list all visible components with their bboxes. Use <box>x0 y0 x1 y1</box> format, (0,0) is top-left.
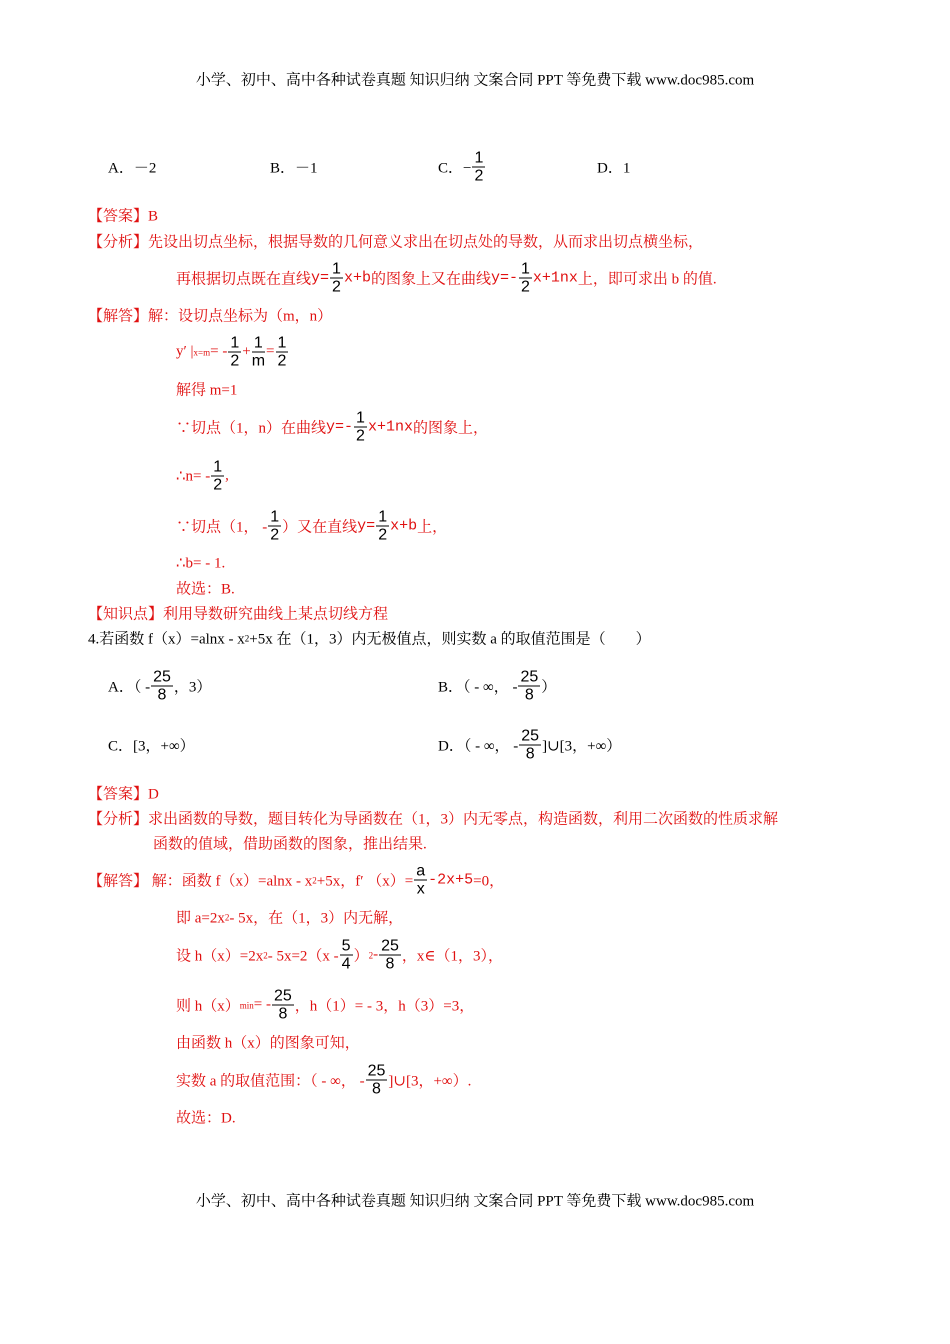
text: - <box>373 946 379 963</box>
fraction <box>211 459 224 494</box>
page-header: 小学、初中、高中各种试卷真题 知识归纳 文案合同 PPT 等免费下载 www.doc985.com <box>195 72 755 89</box>
q4-analysis-2 <box>153 833 427 854</box>
text: 解得 m=1 <box>176 382 238 399</box>
numerator: 25 <box>153 668 171 686</box>
text: 【解答】 解：函数 f（x）=alnx - x <box>88 873 313 890</box>
denominator: 2 <box>213 476 223 494</box>
text: 的图象上， <box>412 420 488 437</box>
text: D．1 <box>597 160 631 177</box>
fraction <box>519 728 541 763</box>
q3-option-a <box>108 157 156 178</box>
q4-option-c <box>108 735 195 756</box>
text: , <box>225 467 229 484</box>
formula-text: -2x+5 <box>428 871 474 889</box>
fraction <box>472 150 485 185</box>
superscript: 2 <box>224 912 230 922</box>
denominator: 2 <box>356 427 365 445</box>
formula-text: x+b <box>343 269 371 287</box>
superscript: 2 <box>312 875 317 885</box>
q3-sol-6 <box>176 554 225 573</box>
q4-sol-5 <box>176 1063 471 1098</box>
numerator: 1 <box>230 334 240 352</box>
q4-option-d <box>438 728 621 763</box>
numerator: 1 <box>520 260 530 278</box>
text: 由函数 h（x）的图象可知， <box>176 1035 360 1052</box>
q4-sol-3 <box>176 988 474 1023</box>
text: = <box>266 343 275 360</box>
text: ） <box>353 948 369 965</box>
numerator: 25 <box>521 727 540 745</box>
q4-sol-2 <box>176 938 503 973</box>
text: 函数的值域，借助函数的图象，推出结果. <box>153 836 427 853</box>
fraction <box>340 938 353 973</box>
text: ∴b= - 1. <box>176 555 226 572</box>
formula-text: y=- <box>326 418 354 436</box>
text: 【答案】B <box>88 208 159 225</box>
subscript: min <box>239 1000 254 1010</box>
numerator: 5 <box>341 937 351 955</box>
q3-sol-1 <box>176 335 289 370</box>
fraction <box>330 261 343 296</box>
q3-answer <box>88 205 158 226</box>
formula-text: x+1nx <box>367 418 413 436</box>
formula-text: y= <box>311 269 330 287</box>
fraction <box>518 669 540 704</box>
q4-sol-4 <box>176 1032 360 1053</box>
denominator: 8 <box>524 686 534 704</box>
text: 4.若函数 f（x）=alnx - x <box>88 631 245 648</box>
denominator: 2 <box>277 352 287 370</box>
q4-answer <box>88 783 159 804</box>
text: +5x 在（1，3）内无极值点，则实数 a 的取值范围是（ ） <box>249 631 651 648</box>
text: 【分析】先设出切点坐标，根据导数的几何意义求出在切点处的导数，从而求出切点横坐标， <box>88 234 704 251</box>
fraction <box>228 335 241 370</box>
formula-text: y= <box>357 517 376 535</box>
text: 【解答】解：设切点坐标为（m，n） <box>88 308 333 325</box>
q3-knowledge <box>88 603 388 624</box>
text: C．[3，+∞） <box>108 738 195 755</box>
fraction <box>376 509 389 544</box>
numerator: a <box>416 862 426 880</box>
text: 【知识点】利用导数研究曲线上某点切线方程 <box>88 606 389 623</box>
denominator: 2 <box>270 526 280 544</box>
q4-sol-6 <box>176 1107 236 1128</box>
numerator: 1 <box>474 149 484 167</box>
denominator: 4 <box>341 955 351 973</box>
numerator: 1 <box>332 260 341 278</box>
q4-option-b <box>438 669 556 704</box>
numerator: 25 <box>367 1062 386 1080</box>
denominator: x <box>416 880 425 898</box>
fraction <box>276 335 289 370</box>
superscript: 2 <box>244 633 250 643</box>
text: A．－2 <box>108 160 157 177</box>
text: ，h（1）= - 3，h（3）=3， <box>294 998 475 1015</box>
fraction <box>252 335 265 370</box>
text: 设 h（x）=2x <box>176 948 264 965</box>
text: 再根据切点既在直线 <box>176 271 312 288</box>
text: D．（ - ∞， - <box>438 738 519 755</box>
denominator: 2 <box>520 278 530 296</box>
text: C．− <box>438 160 472 177</box>
text: ∵切点（1， - <box>176 519 268 536</box>
text: - 5x=2（x - <box>267 948 339 965</box>
fraction <box>268 509 281 544</box>
text: - 5x，在（1，3）内无解， <box>229 910 404 927</box>
superscript: 2 <box>368 950 374 960</box>
text: +5x，f′ （x）= <box>316 873 414 890</box>
text: =0， <box>473 873 505 890</box>
text: B．－1 <box>270 160 318 177</box>
text: ]∪[3，+∞）. <box>388 1073 472 1090</box>
numerator: 1 <box>213 458 223 476</box>
text: ，x∈（1，3）， <box>401 948 503 965</box>
text: ，3） <box>173 679 212 696</box>
q4-sol-1 <box>176 907 403 928</box>
q3-sol-4 <box>176 459 229 494</box>
denominator: 8 <box>525 745 535 763</box>
denominator: 2 <box>378 526 388 544</box>
text: ）又在直线 <box>282 519 358 536</box>
q3-solution <box>88 305 332 326</box>
text: A．（ - <box>108 679 151 696</box>
text: ） <box>541 679 557 696</box>
text: 【答案】D <box>88 786 159 803</box>
denominator: 2 <box>332 278 341 296</box>
text: ∴n= - <box>176 468 211 485</box>
text: 故选：D. <box>176 1110 236 1127</box>
numerator: 1 <box>277 334 287 352</box>
formula-text: x+1nx <box>532 269 578 287</box>
text: y′ | <box>176 343 194 360</box>
fraction <box>354 410 367 445</box>
q3-sol-7 <box>176 578 235 599</box>
text: + <box>242 343 251 360</box>
denominator: 2 <box>474 167 484 185</box>
text: 故选：B. <box>176 581 235 598</box>
fraction <box>519 261 532 296</box>
q4-solution <box>88 863 504 898</box>
page-footer: 小学、初中、高中各种试卷真题 知识归纳 文案合同 PPT 等免费下载 www.doc985.com <box>195 1193 755 1210</box>
numerator: 25 <box>520 668 539 686</box>
text: 上，即可求出 b 的值. <box>577 271 717 288</box>
denominator: 2 <box>230 352 240 370</box>
q4-analysis <box>88 808 778 829</box>
numerator: 25 <box>274 987 292 1005</box>
text: B．（ - ∞， - <box>438 679 518 696</box>
q3-option-c <box>438 150 486 185</box>
text: ]∪[3，+∞） <box>542 738 622 755</box>
fraction <box>379 938 401 973</box>
numerator: 1 <box>253 334 263 352</box>
denominator: m <box>251 352 266 370</box>
q3-sol-2 <box>176 379 237 400</box>
text: 上， <box>417 519 448 536</box>
numerator: 25 <box>381 937 399 955</box>
text: 的图象上又在曲线 <box>370 271 491 288</box>
q3-option-b <box>270 157 318 178</box>
fraction <box>414 863 427 898</box>
q4-question <box>88 628 651 649</box>
fraction <box>366 1063 388 1098</box>
superscript: 2 <box>263 950 268 960</box>
denominator: 8 <box>372 1080 381 1098</box>
fraction <box>272 988 294 1023</box>
text: = - <box>210 343 228 360</box>
text: 则 h（x） <box>176 998 240 1015</box>
fraction <box>151 669 173 704</box>
denominator: 8 <box>278 1005 288 1023</box>
numerator: 1 <box>356 409 365 427</box>
text: 即 a=2x <box>176 910 225 927</box>
text: = - <box>253 996 271 1013</box>
q3-analysis <box>88 231 703 252</box>
text: 【分析】求出函数的导数，题目转化为导函数在（1，3）内无零点，构造函数，利用二次函数的性质求解 <box>88 811 779 828</box>
q4-option-a <box>108 669 211 704</box>
numerator: 1 <box>378 508 388 526</box>
subscript: x=m <box>193 347 211 357</box>
q3-sol-3 <box>176 410 488 445</box>
q3-sol-5 <box>176 509 447 544</box>
q3-option-d <box>597 157 630 178</box>
text: 实数 a 的取值范围：（ - ∞， - <box>176 1073 365 1090</box>
denominator: 8 <box>157 686 167 704</box>
text: ∵切点（1，n）在曲线 <box>176 420 327 437</box>
q3-analysis-2 <box>176 261 717 296</box>
formula-text: x+b <box>390 517 418 535</box>
denominator: 8 <box>385 955 395 973</box>
formula-text: y=- <box>490 269 518 287</box>
numerator: 1 <box>270 508 280 526</box>
